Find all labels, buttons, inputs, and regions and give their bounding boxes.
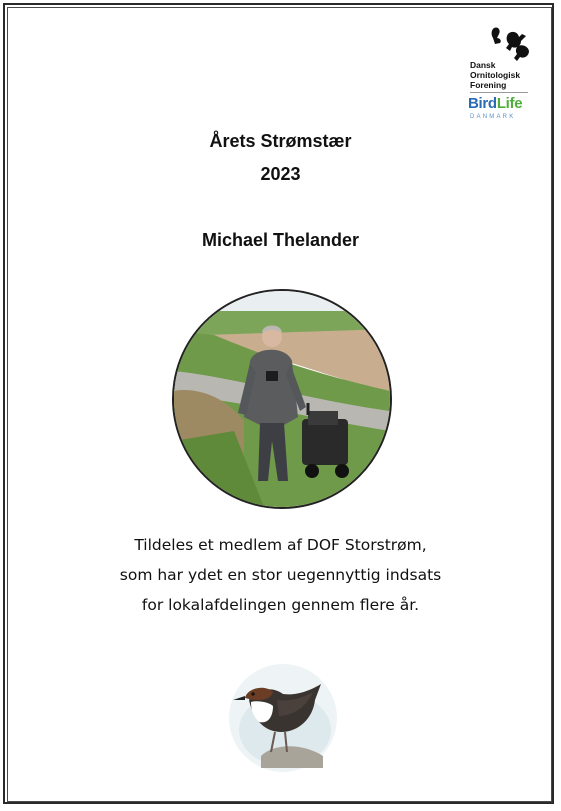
dof-birdlife-logo bbox=[458, 24, 538, 124]
body-text-line-1: Tildeles et medlem af DOF Storstrøm, bbox=[134, 536, 427, 554]
body-text-line-3: for lokalafdelingen gennem flere år. bbox=[141, 596, 420, 614]
birdlife-word-bird: Bird bbox=[468, 95, 497, 112]
recipient-name: Michael Thelander bbox=[201, 230, 360, 250]
logo-divider bbox=[470, 92, 528, 93]
body-text-line-2: som har ydet en stor uegennyttig indsats bbox=[119, 566, 442, 584]
org-name-line2: Ornitologisk bbox=[470, 70, 521, 80]
birdlife-country: DANMARK bbox=[470, 114, 516, 120]
birds-logo-icon bbox=[488, 24, 532, 62]
award-title: Årets Strømstær bbox=[209, 131, 352, 151]
org-name-line3: Forening bbox=[470, 80, 507, 90]
birdlife-wordmark bbox=[468, 96, 522, 112]
org-name bbox=[470, 60, 520, 90]
recipient-photo bbox=[172, 289, 392, 509]
dipper-bird-illustration bbox=[225, 660, 340, 775]
photo-illustration bbox=[174, 291, 390, 507]
org-name-line1: Dansk bbox=[470, 60, 496, 70]
birdlife-word-life: Life bbox=[496, 95, 523, 112]
award-year: 2023 bbox=[260, 164, 301, 184]
